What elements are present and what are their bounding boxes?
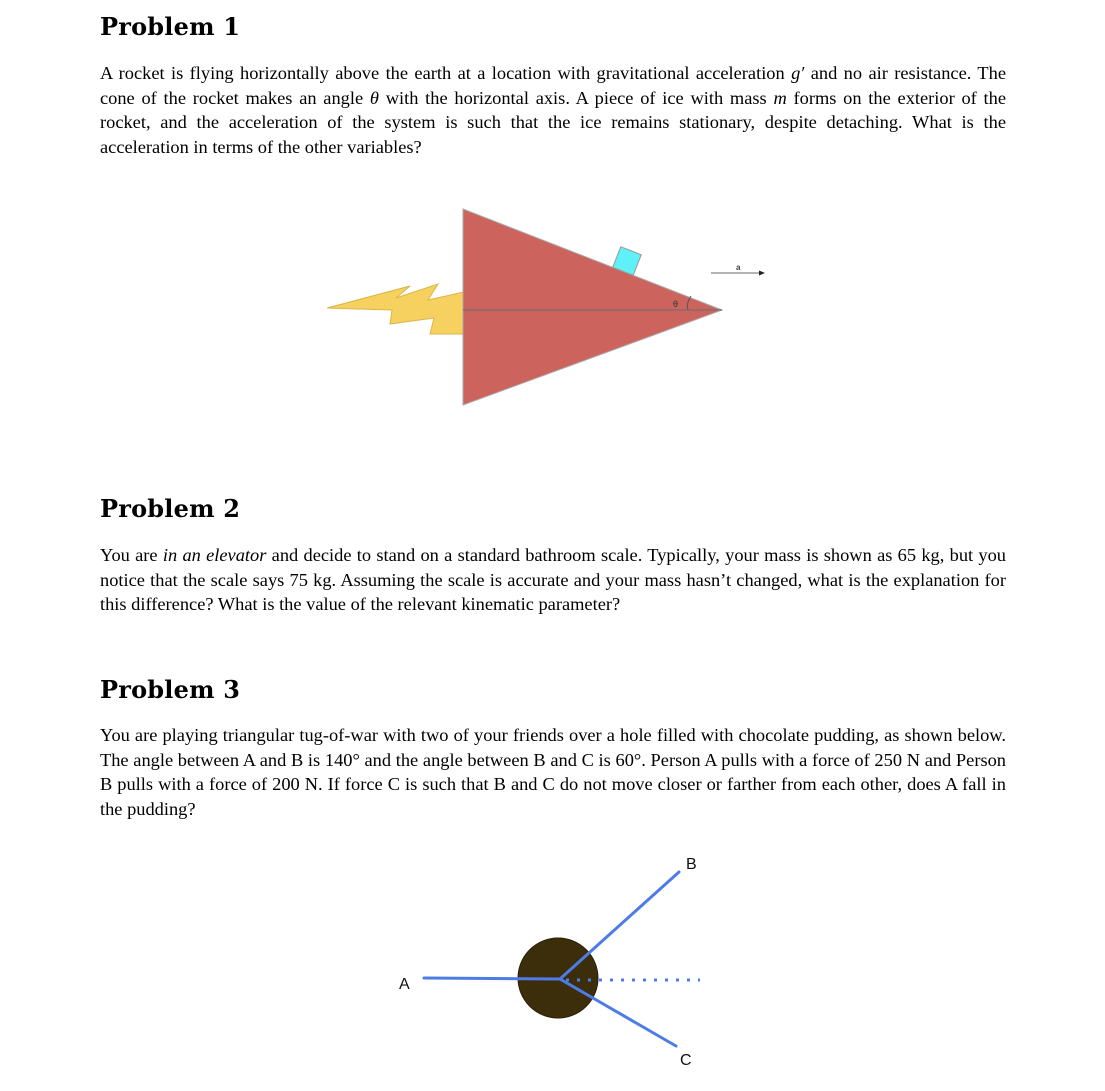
rope-b: [560, 872, 679, 979]
person-b-label: B: [686, 856, 697, 873]
mass-symbol: m: [773, 87, 787, 108]
problem-1-title: Problem 1: [100, 12, 241, 41]
problem-2-emphasis: in an elevator: [162, 545, 267, 565]
person-a-label: A: [399, 976, 410, 993]
problem-3-title: Problem 3: [100, 675, 241, 704]
acceleration-label: a: [736, 263, 741, 272]
problem-1-text-b: and no air resistance. The cone of the rocket makes an angle: [100, 63, 1006, 108]
rope-a: [424, 978, 560, 979]
person-c-label: C: [680, 1052, 692, 1069]
g-prime-symbol: g′: [791, 63, 805, 83]
problem-2-title: Problem 2: [100, 494, 241, 523]
problem-1-text-a: A rocket is flying horizontally above the earth at a location with gravitational acceleration: [100, 63, 792, 83]
problem-3-text: You are playing triangular tug-of-war with two of your friends over a hole filled with chocolate pudding, as shown below. The angle between A and B is 140° and the angle between B and C is 60°. Person A pulls with a force of 250 N and Person B pulls with a force of 200 N. If force C is such that B and C do not move closer or farther from each other, does A fall in the pudding?: [100, 725, 1006, 819]
theta-symbol: θ: [369, 87, 379, 108]
angle-theta-label: θ: [673, 299, 679, 309]
problem-2-text-a: You are: [100, 545, 163, 565]
problem-2-text-b: and decide to stand on a standard bathroom scale. Typically, your mass is shown as 65 kg, but you notice that the scale says 75 kg. Assuming the scale is accurate and your mass hasn’t changed, what is the explanation for this difference? What is the value of the relevant kinematic parameter?: [100, 545, 1006, 614]
problem-1-text-d: forms on the exterior of the rocket, and the acceleration of the system is such that the ice remains stationary, despite detaching. What is the acceleration in terms of the other variables?: [100, 87, 1007, 157]
problem-1-text-c: with the horizontal axis. A piece of ice with mass: [378, 87, 774, 108]
